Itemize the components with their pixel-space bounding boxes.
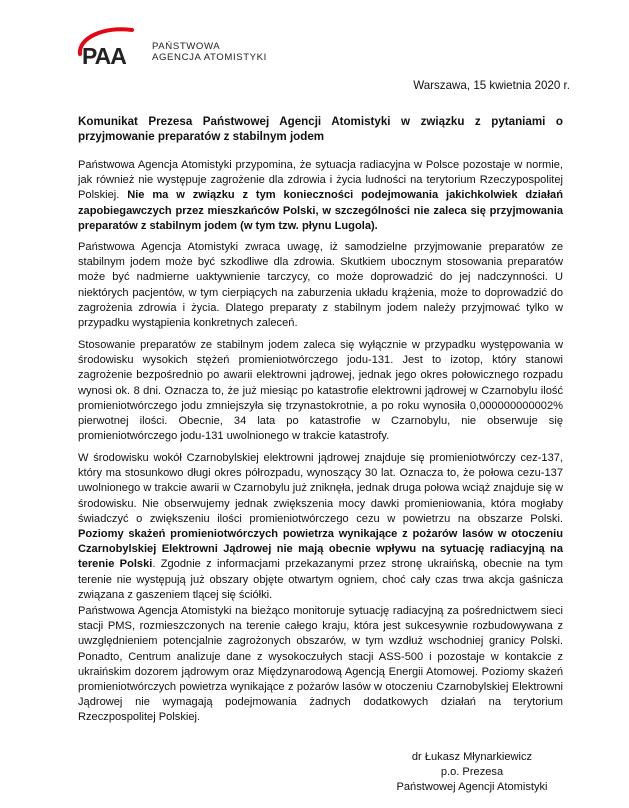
text-segment: Państwowa Agencja Atomistyki przypomina, że sytuacja radiacyjna w Polsce pozostaje w normie, jak również nie występuje zagrożenie dla zdrowia i życia ludności na terytorium Rzeczypospolitej Polskiej. [78, 159, 563, 202]
logo-mark-text: PAA [82, 43, 126, 69]
text-segment: W środowisku wokół Czarnobylskiej elektrowni jądrowej znajduje się promieniotwórczy cez-137, który ma stosunkowo długi okres półrozpadu, wynoszący 30 lat. Oznacza to, że połowa cezu-137 uwolnionego w trakcie awarii w Czarnobylu już zniknęła, jednak druga połowa wciąż znajduje się w środowisku. Nie obserwujemy jednak zwiększenia mocy dawki promieniowania, która mogłaby świadczyć o zwiększeniu ilości promieniotwórczego cezu w powietrzu na obszarze Polski. [78, 452, 563, 525]
signatory-role: p.o. Prezesa [440, 766, 504, 778]
signatory-institution: Państwowej Agencji Atomistyki [396, 781, 548, 793]
paragraph-3 [78, 338, 563, 444]
paa-logo-mark [74, 24, 154, 70]
org-name [152, 41, 267, 63]
paragraph-4 [78, 451, 563, 603]
paragraph-1 [78, 158, 563, 234]
paragraph-2 [78, 240, 563, 331]
bold-text-segment: Poziomy skażeń promieniotwórczych powietrza wynikające z pożarów lasów w otoczeniu Czarnobylskiej Elektrowni Jądrowej nie mają obecnie wpływu na sytuację radiacyjną na terenie Polski [78, 528, 563, 571]
paragraph-5 [78, 604, 563, 726]
text-segment: Państwowa Agencja Atomistyki zwraca uwagę, iż samodzielne przyjmowanie preparatów ze stabilnym jodem może być szkodliwe dla zdrowia. Skutkiem ubocznym stosowania preparatów może być nadmierne uaktywnienie tarczycy, co może doprowadzić do jej nadczynności. U niektórych pacjentów, w tym cierpiących na zaburzenia układu krążenia, może to doprowadzić do zagrożenia zdrowia i życia. Dlatego preparaty z stabilnym jodem należy przyjmować tylko w przypadku wystąpienia konkretnych zaleceń. [78, 241, 563, 330]
document-title: Komunikat Prezesa Państwowej Agencji Atomistyki w związku z pytaniami o przyjmowanie preparatów z stabilnym jodem [78, 115, 563, 143]
bold-text-segment: Nie ma w związku z tym konieczności podejmowania jakichkolwiek działań zapobiegawczych przez mieszkańców Polski, w szczególności nie zaleca się przyjmowania preparatów z stabilnym jodem (w tym tzw. płynu Lugola). [78, 189, 563, 232]
signature-block [384, 750, 560, 795]
place-and-date: Warszawa, 15 kwietnia 2020 r. [413, 79, 570, 92]
text-segment: Państwowa Agencja Atomistyki na bieżąco monitoruje sytuację radiacyjną za pośrednictwem sieci stacji PMS, rozmieszczonych na terenie całego kraju, która jest sukcesywnie rozbudowywana z uwzględnieniem potencjalnie zagrożonych obszarów, w tym wzdłuż wschodniej granicy Polski. Ponadto, Centrum analizuje dane z wysokoczułych stacji ASS-500 i pozostaje w kontakcie z ukraińskim dozorem jądrowym oraz Międzynarodową Agencją Energii Atomowej. Poziomy skażeń promieniotwórczych powietrza wynikające z pożarów lasów w otoczeniu Czarnobylskiej Elektrowni Jądrowej nie wymagają podejmowania żadnych dodatkowych działań na terytorium Rzeczpospolitej Polskiej. [78, 605, 563, 724]
paa-logo [74, 24, 274, 70]
signatory-name: dr Łukasz Młynarkiewicz [411, 751, 533, 763]
text-segment: . Zgodnie z informacjami przekazanymi przez stronę ukraińską, obecnie na tym terenie nie występują już obszary objęte otwartym ogniem, choć cały czas trwa akcja gaśnicza związana z gaszeniem tlącej się ściółki. [78, 558, 563, 601]
org-name-line-2: AGENCJA ATOMISTYKI [152, 52, 267, 63]
org-name-line-1: PAŃSTWOWA [152, 41, 221, 52]
text-segment: Stosowanie preparatów ze stabilnym jodem zaleca się wyłącznie w przypadku występowania w środowisku wysokich stężeń promieniotwórczego jodu-131. Jest to izotop, który stanowi zagrożenie bezpośrednio po awarii elektrowni jądrowej, jednak jego okres połowicznego rozpadu wynosi ok. 8 dni. Oznacza to, że już miesiąc po katastrofie elektrowni jądrowej w Czarnobylu ilość promieniotwórczego jodu zmniejszyła się trzynastokrotnie, a po roku wynosiła 0,000000000002% pierwotnej ilości. Obecnie, 34 lata po katastrofie w Czarnobylu, nie obserwuje się promieniotwórczego jodu-131 uwolnionego w trakcie katastrofy. [78, 339, 563, 443]
